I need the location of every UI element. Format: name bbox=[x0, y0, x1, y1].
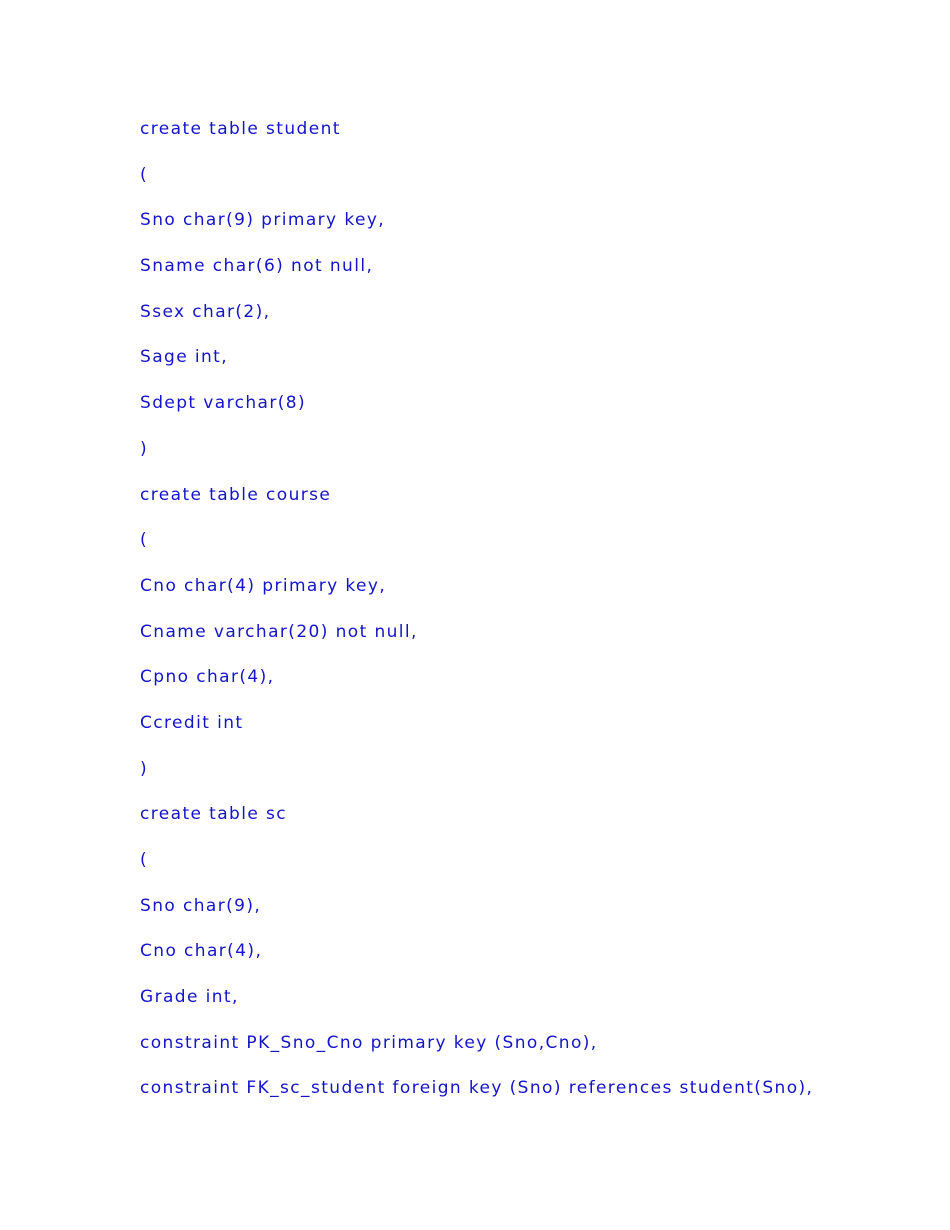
code-line-fk-constraint: constraint FK_sc_student foreign key (Sno) references student(Sno), bbox=[140, 1078, 814, 1099]
code-line-create-course: create table course bbox=[140, 484, 332, 505]
code-line-sc-sno-column: Sno char(9), bbox=[140, 895, 262, 916]
code-line-sage-column: Sage int, bbox=[140, 347, 229, 368]
code-line-open-paren: ( bbox=[140, 850, 149, 870]
code-line-cpno-column: Cpno char(4), bbox=[140, 667, 275, 688]
code-line-cno-column: Cno char(4) primary key, bbox=[140, 575, 387, 596]
code-line-sc-cno-column: Cno char(4), bbox=[140, 941, 263, 962]
code-line-sname-column: Sname char(6) not null, bbox=[140, 256, 374, 277]
code-line-sno-column: Sno char(9) primary key, bbox=[140, 210, 386, 231]
code-line-open-paren: ( bbox=[140, 164, 149, 185]
code-line-ssex-column: Ssex char(2), bbox=[140, 301, 271, 322]
code-line-sdept-column: Sdept varchar(8) bbox=[140, 393, 307, 414]
sql-code-block bbox=[140, 114, 813, 1119]
code-line-ccredit-column: Ccredit int bbox=[140, 712, 244, 733]
code-line-pk-constraint: constraint PK_Sno_Cno primary key (Sno,Cno), bbox=[140, 1032, 598, 1053]
code-line-open-paren: ( bbox=[140, 530, 149, 551]
code-line-grade-column: Grade int, bbox=[140, 987, 239, 1008]
code-line-close-paren: ) bbox=[140, 758, 149, 779]
code-line-cname-column: Cname varchar(20) not null, bbox=[140, 621, 418, 642]
code-line-close-paren: ) bbox=[140, 438, 149, 459]
code-line-create-sc: create table sc bbox=[140, 804, 288, 825]
code-line-create-student: create table student bbox=[140, 119, 341, 139]
